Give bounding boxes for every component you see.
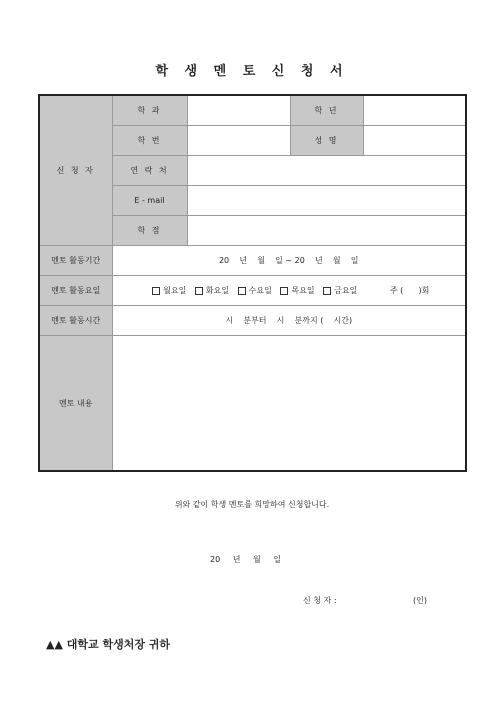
student-no-label: 학 번 — [112, 126, 187, 156]
signature-line — [303, 595, 427, 606]
recipient: ▲▲ 대학교 학생처장 귀하 — [46, 638, 171, 651]
dept-label: 학 과 — [112, 95, 187, 126]
declaration-text: 위와 같이 학생 멘토를 희망하여 신청합니다. — [174, 500, 330, 509]
day-monday: 월요일 — [163, 286, 187, 295]
content-label: 멘토 내용 — [39, 336, 112, 472]
seal-label: (인) — [413, 596, 427, 605]
name-field[interactable] — [363, 126, 466, 156]
name-label: 성 명 — [290, 126, 363, 156]
dept-field[interactable] — [187, 95, 290, 126]
email-label: E - mail — [112, 186, 187, 216]
day-tuesday: 화요일 — [205, 286, 230, 295]
time-value[interactable]: 시 분부터 시 분까지 ( 시간) — [112, 306, 466, 336]
time-label: 멘토 활동시간 — [39, 306, 112, 336]
day-friday: 금요일 — [334, 286, 358, 295]
checkbox-wednesday[interactable] — [238, 287, 246, 295]
period-label: 멘토 활동기간 — [39, 246, 112, 276]
signature-label: 신 청 자 : — [303, 596, 337, 605]
date-line: 20 년 월 일 — [210, 555, 281, 564]
email-field[interactable] — [187, 186, 466, 216]
content-field[interactable] — [112, 336, 466, 472]
day-thursday: 목요일 — [291, 286, 315, 295]
checkbox-monday[interactable] — [152, 287, 160, 295]
checkbox-tuesday[interactable] — [195, 287, 203, 295]
student-no-field[interactable] — [187, 126, 290, 156]
contact-label: 연 락 처 — [112, 156, 187, 186]
checkbox-thursday[interactable] — [280, 287, 288, 295]
grade-field[interactable] — [363, 95, 466, 126]
document-title: 학 생 멘 토 신 청 서 — [155, 64, 349, 79]
days-checkboxes — [112, 276, 466, 306]
day-wednesday: 수요일 — [248, 286, 272, 295]
period-value[interactable]: 20 년 월 일 ~ 20 년 월 일 — [112, 246, 466, 276]
application-form-table — [38, 94, 467, 472]
applicant-label: 신 청 자 — [39, 95, 112, 246]
gpa-label: 학 점 — [112, 216, 187, 246]
times-per-week[interactable]: 주 ( )회 — [389, 286, 430, 295]
gpa-field[interactable] — [187, 216, 466, 246]
grade-label: 학 년 — [290, 95, 363, 126]
days-label: 멘토 활동요일 — [39, 276, 112, 306]
contact-field[interactable] — [187, 156, 466, 186]
checkbox-friday[interactable] — [323, 287, 331, 295]
